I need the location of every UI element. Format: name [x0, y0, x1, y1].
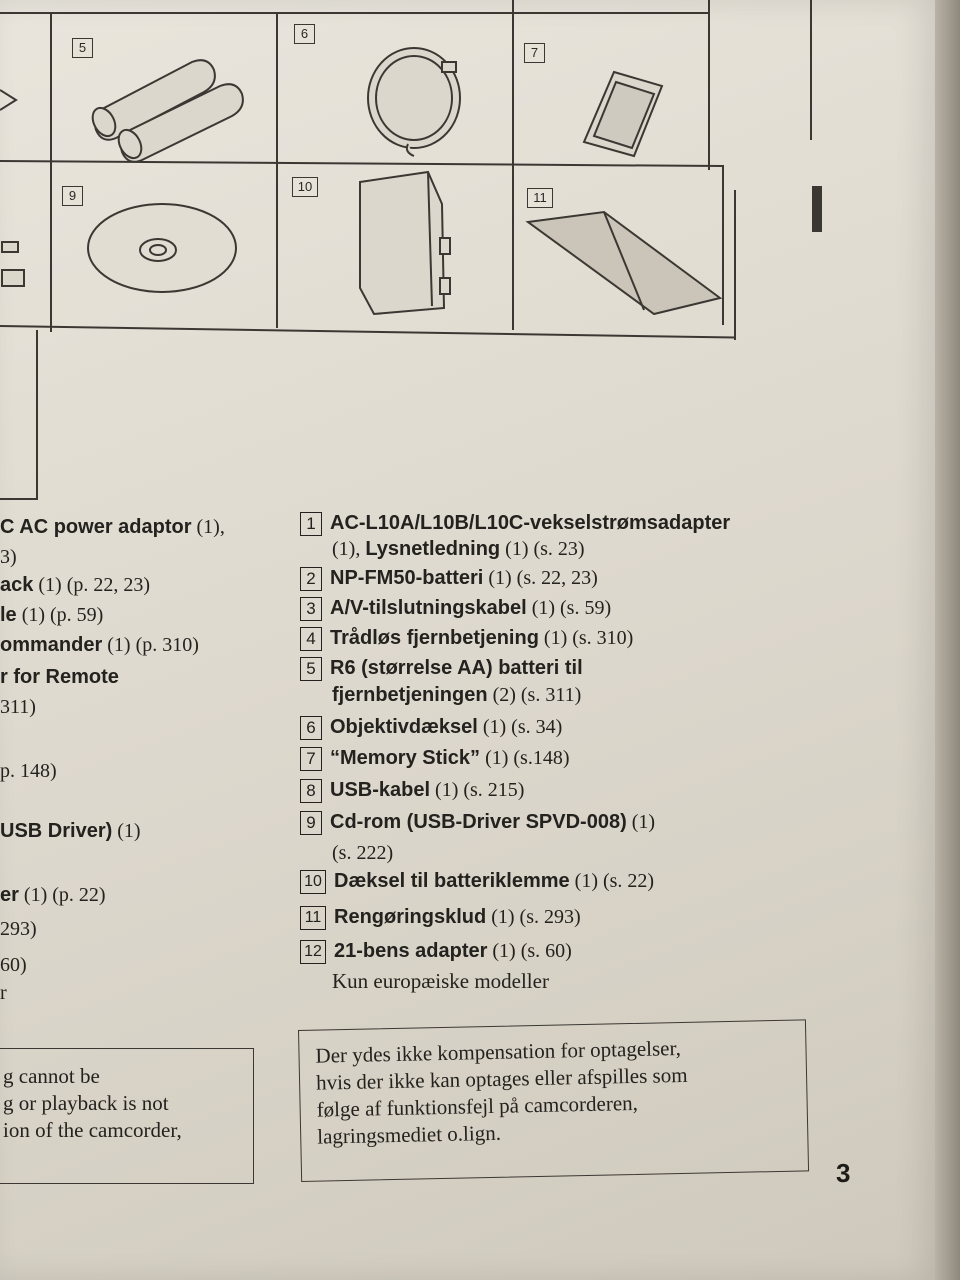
english-line: ommander — [0, 634, 103, 656]
item-name: R6 (størrelse AA) batteri til — [330, 657, 583, 679]
item-ref: (1) (s. 215) — [430, 779, 525, 801]
english-line: C AC power adaptor — [0, 516, 192, 538]
cell-number-9: 9 — [62, 186, 83, 206]
list-item — [300, 807, 655, 837]
item-ref: (1) — [626, 811, 656, 833]
english-line: USB Driver) — [0, 820, 113, 842]
item-name: Objektivdæksel — [330, 716, 478, 738]
item-name: Rengøringsklud — [334, 906, 487, 928]
item-ref: (1) (s. 34) — [477, 716, 563, 738]
list-item — [300, 563, 598, 593]
item-ref: (1) (s. 22, 23) — [483, 567, 598, 589]
warning-line: g cannot be — [3, 1064, 100, 1088]
item-number: 3 — [300, 597, 322, 621]
item-name: AC-L10A/L10B/L10C-vekselstrømsadapter — [330, 512, 731, 534]
item-name: Dæksel til batteriklemme — [334, 870, 570, 892]
item-number: 8 — [300, 779, 322, 803]
list-item-continuation — [332, 534, 585, 564]
english-line-ref: (1), — [191, 516, 225, 538]
list-item — [300, 653, 583, 683]
danish-warning-box — [298, 1019, 809, 1182]
warning-line: hvis der ikke kan optages eller afspilles som — [315, 1062, 688, 1095]
list-item-continuation — [332, 680, 581, 710]
item-ref: (1) (s. 60) — [487, 940, 572, 962]
english-line-ref: r — [0, 982, 7, 1004]
item-number: 4 — [300, 627, 322, 651]
page-number: 3 — [836, 1158, 851, 1188]
cell-number-6: 6 — [294, 24, 315, 44]
english-warning-box — [0, 1048, 254, 1184]
item-number: 6 — [300, 716, 322, 740]
english-line-ref: (1) — [112, 820, 141, 842]
item-name: Cd-rom (USB-Driver SPVD-008) — [330, 811, 627, 833]
item-number: 12 — [300, 940, 326, 964]
english-line-ref: 60) — [0, 954, 27, 976]
page-edge — [935, 0, 960, 1280]
item-ref: (1) (s. 293) — [486, 906, 581, 928]
item-ref: (1), — [332, 538, 366, 560]
english-line: ack — [0, 574, 34, 596]
warning-line: Der ydes ikke kompensation for optagelser, — [315, 1035, 682, 1068]
item-name: fjernbetjeningen — [332, 684, 488, 706]
list-item — [300, 936, 572, 966]
cell-number-10: 10 — [292, 177, 318, 197]
english-line-ref: 293) — [0, 918, 37, 940]
english-line-ref: 3) — [0, 546, 17, 568]
item-ref: (1) (s. 22) — [569, 870, 655, 892]
cell-number-5: 5 — [72, 38, 93, 58]
list-item — [300, 743, 570, 773]
item-number: 1 — [300, 512, 322, 536]
list-item — [300, 593, 611, 623]
english-line: r for Remote — [0, 666, 119, 688]
english-line-ref: p. 148) — [0, 760, 57, 782]
warning-line: følge af funktionsfejl på camcorderen, — [316, 1090, 639, 1122]
english-line-ref: (1) (p. 22) — [18, 884, 106, 906]
item-name: Trådløs fjernbetjening — [330, 627, 539, 649]
item-number: 5 — [300, 657, 322, 681]
item-ref: (1) (s. 310) — [538, 627, 634, 649]
item-name: NP-FM50-batteri — [330, 567, 484, 589]
item-name: “Memory Stick” — [330, 747, 481, 769]
item-number: 11 — [300, 906, 326, 930]
english-line: er — [0, 884, 19, 906]
list-item — [300, 712, 562, 742]
item-number: 10 — [300, 870, 326, 894]
list-item — [300, 623, 633, 653]
list-item — [300, 866, 654, 896]
cell-number-11: 11 — [527, 188, 553, 208]
english-line-ref: (1) (p. 310) — [102, 634, 199, 656]
item-ref: (1) (s. 59) — [526, 597, 612, 619]
list-item — [300, 775, 524, 805]
english-line: le — [0, 604, 17, 626]
cell-number-7: 7 — [524, 43, 545, 63]
english-line-ref: 311) — [0, 696, 36, 718]
item-number: 7 — [300, 747, 322, 771]
item-number: 2 — [300, 567, 322, 591]
item-number: 9 — [300, 811, 322, 835]
item-ref: (1) (s.148) — [480, 747, 570, 769]
warning-line: ion of the camcorder, — [3, 1118, 182, 1142]
warning-line: g or playback is not — [3, 1091, 169, 1115]
item-name: A/V-tilslutningskabel — [330, 597, 527, 619]
list-item — [300, 902, 581, 932]
item-ref: (1) (s. 23) — [500, 538, 585, 560]
item-name: USB-kabel — [330, 779, 431, 801]
list-item-continuation — [332, 838, 393, 868]
item-name: 21-bens adapter — [334, 940, 488, 962]
warning-line: lagringsmediet o.lign. — [316, 1120, 502, 1149]
item-ref: (2) (s. 311) — [487, 684, 582, 706]
english-line-ref: (1) (p. 22, 23) — [33, 574, 151, 596]
item-name: Lysnetledning — [365, 538, 501, 560]
item-ref: (s. 222) — [332, 842, 394, 864]
english-line-ref: (1) (p. 59) — [16, 604, 104, 626]
european-models-note: Kun europæiske modeller — [332, 969, 549, 993]
